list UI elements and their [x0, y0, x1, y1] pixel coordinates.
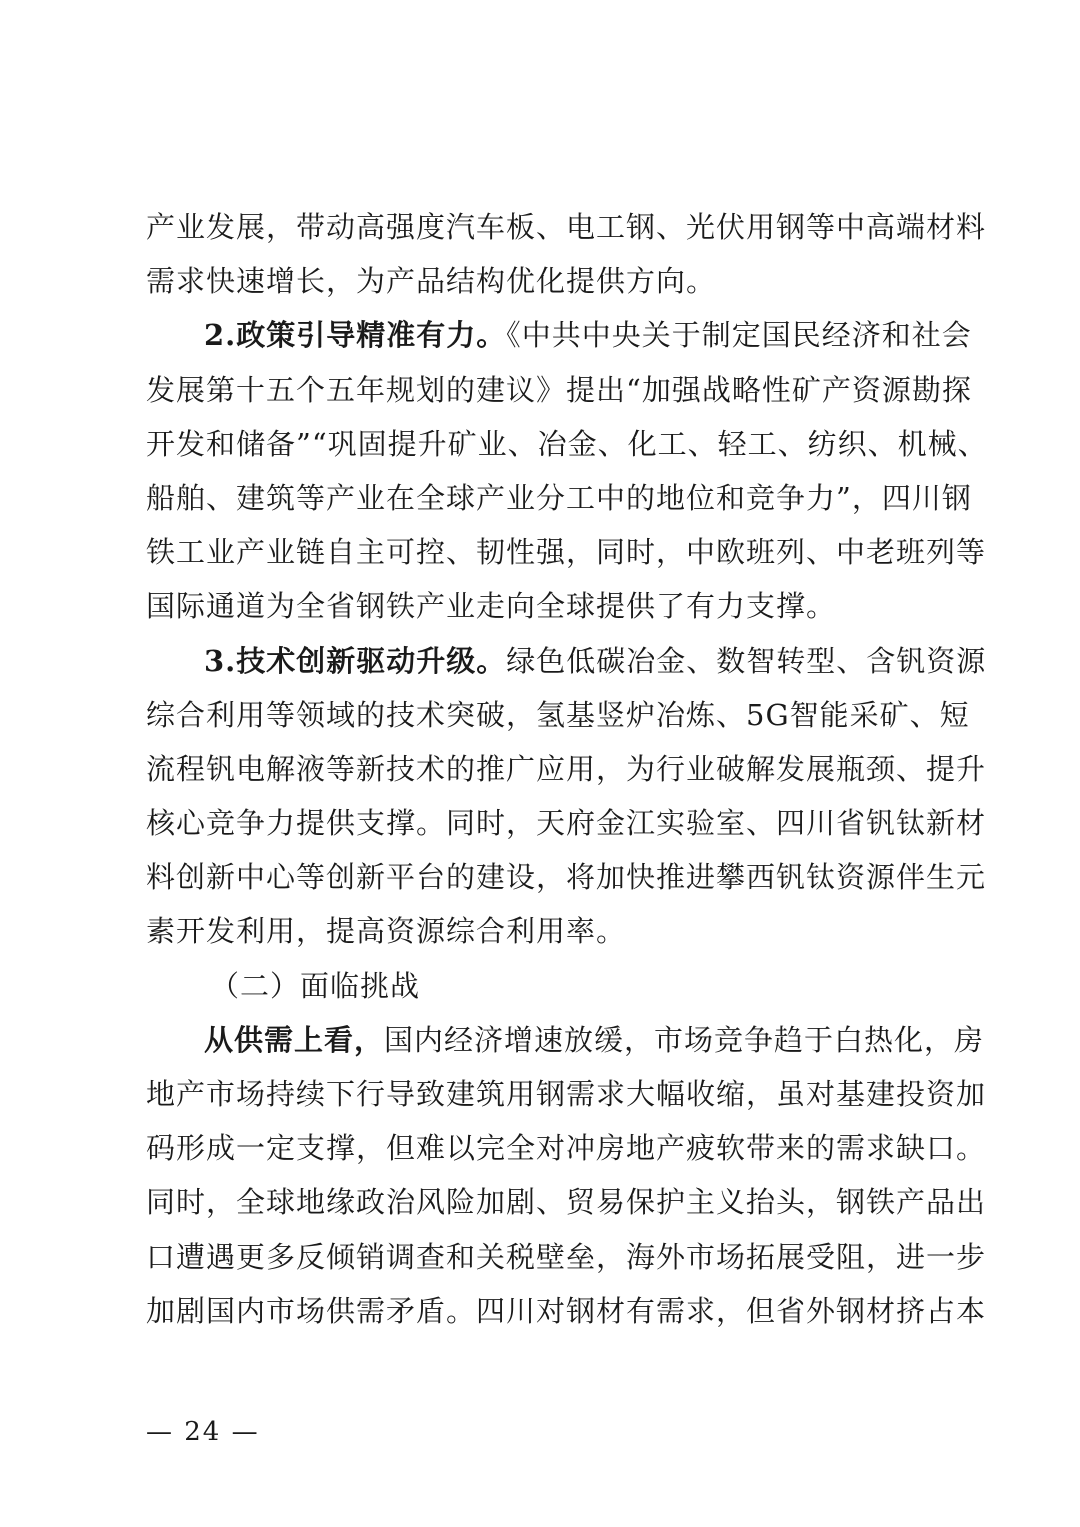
paragraph-4-line-1	[146, 1013, 985, 1067]
paragraph-4-line-5: 口遭遇更多反倾销调查和关税壁垒，海外市场拓展受阻，进一步	[146, 1239, 987, 1274]
paragraph-2-line-4: 船舶、建筑等产业在全球产业分工中的地位和竞争力”，四川钢	[146, 480, 972, 515]
paragraph-4-line-4: 同时，全球地缘政治风险加剧、贸易保护主义抬头，钢铁产品出	[146, 1185, 987, 1220]
paragraph-3-line-4: 核心竞争力提供支撑。同时，天府金江实验室、四川省钒钛新材	[146, 806, 987, 841]
paragraph-2-heading: 2.政策引导精准有力。	[204, 318, 507, 353]
paragraph-2-line-2: 发展第十五个五年规划的建议》提出“加强战略性矿产资源勘探	[146, 372, 972, 407]
paragraph-2-line-3: 开发和储备”“巩固提升矿业、冶金、化工、轻工、纺织、机械、	[146, 426, 988, 461]
page-number: — 24 —	[146, 1417, 260, 1447]
paragraph-2-line-1	[146, 308, 972, 362]
paragraph-4-line-6: 加剧国内市场供需矛盾。四川对钢材有需求，但省外钢材挤占本	[146, 1293, 987, 1328]
paragraph-3-heading: 3.技术创新驱动升级。	[204, 643, 507, 678]
paragraph-3-first-line-text: 绿色低碳冶金、数智转型、含钒资源	[506, 643, 987, 678]
paragraph-1-line-1: 产业发展，带动高强度汽车板、电工钢、光伏用钢等中高端材料	[146, 210, 987, 244]
section-heading: （二）面临挑战	[210, 968, 421, 1003]
paragraph-3-line-5: 料创新中心等创新平台的建设，将加快推进攀西钒钛资源伴生元	[146, 860, 987, 895]
paragraph-4-line-2: 地产市场持续下行导致建筑用钢需求大幅收缩，虽对基建投资加	[146, 1077, 987, 1111]
paragraph-3-line-2: 综合利用等领域的技术突破，氢基竖炉冶炼、5G智能采矿、短	[146, 697, 970, 732]
paragraph-4-first-line-text: 国内经济增速放缓，市场竞争趋于白热化，房	[384, 1022, 985, 1057]
paragraph-3-line-6: 素开发利用，提高资源综合利用率。	[146, 914, 627, 949]
paragraph-4-heading: 从供需上看，	[204, 1022, 385, 1057]
paragraph-2-first-line-text: 《中共中央关于制定国民经济和社会	[506, 318, 972, 353]
paragraph-2-line-5: 铁工业产业链自主可控、韧性强，同时，中欧班列、中老班列等	[146, 535, 987, 570]
paragraph-4-line-3: 码形成一定支撑，但难以完全对冲房地产疲软带来的需求缺口。	[146, 1131, 987, 1166]
paragraph-1-line-2: 需求快速增长，为产品结构优化提供方向。	[146, 264, 717, 299]
paragraph-3-line-1	[146, 634, 987, 688]
body-text	[146, 200, 988, 1338]
paragraph-3-line-3: 流程钒电解液等新技术的推广应用，为行业破解发展瓶颈、提升	[146, 751, 987, 786]
paragraph-2-line-6: 国际通道为全省钢铁产业走向全球提供了有力支撑。	[146, 589, 837, 624]
